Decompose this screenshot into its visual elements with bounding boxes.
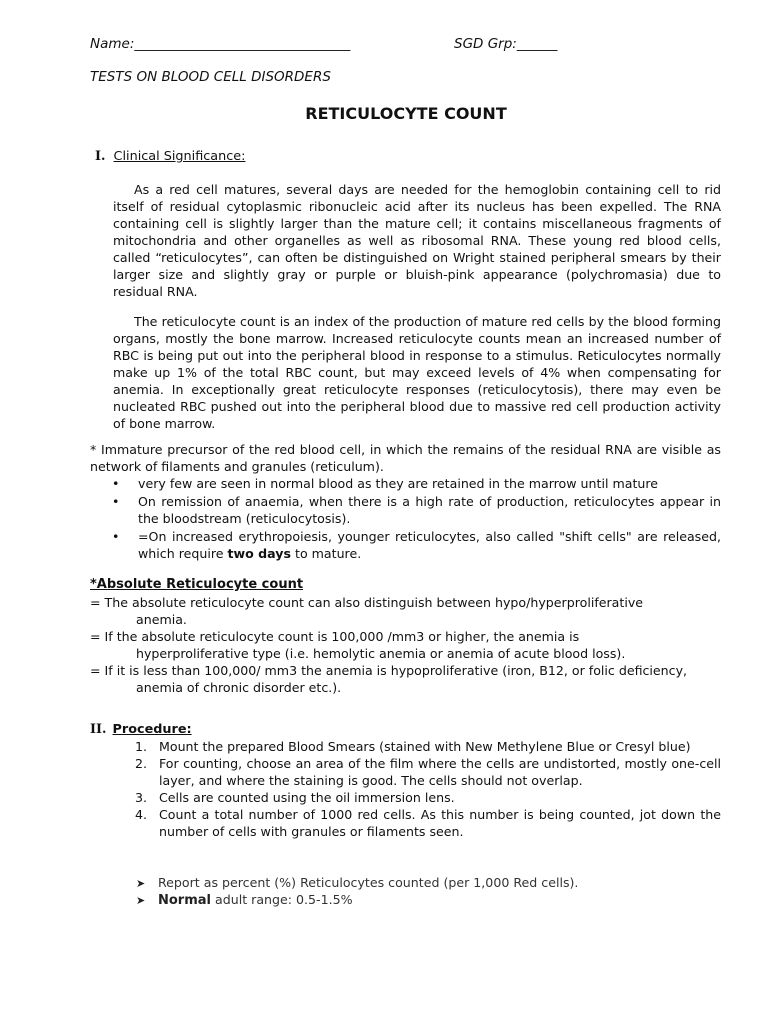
section-2-number: II. bbox=[90, 722, 107, 737]
section-2-title: Procedure: bbox=[112, 722, 192, 737]
absolute-count-list bbox=[90, 594, 690, 696]
list-item: 3. Cells are counted using the oil immersion lens. bbox=[135, 790, 455, 805]
procedure-list bbox=[135, 738, 721, 840]
bullet-list bbox=[112, 475, 721, 563]
paragraph-1: As a red cell matures, several days are needed for the hemoglobin containing cell to rid itself of residual cytoplasmic ribonucleic acid after its nucleus has been expelled. The RNA containing cell is slightly larger than the mature cell; it contains miscellaneous fragments of mitochondria and other organelles as well as ribosomal RNA. These young red blood cells, called “reticulocytes”, can often be distinguished on Wright stained peripheral smears by their larger size and slightly gray or purple or bluish-pink appearance (polychromasia) due to residual RNA. bbox=[113, 182, 721, 299]
bullet-icon: • bbox=[112, 493, 120, 509]
arrow-bullet-icon: ➤ bbox=[136, 894, 146, 907]
list-item: 1. Mount the prepared Blood Smears (stained with New Methylene Blue or Cresyl blue) bbox=[135, 739, 691, 754]
list-item: = The absolute reticulocyte count can also distinguish between hypo/hyperproliferative anemia. bbox=[90, 595, 644, 627]
list-item: • very few are seen in normal blood as they are retained in the marrow until mature bbox=[112, 476, 659, 491]
list-item: • =On increased erythropoiesis, younger reticulocytes, also called "shift cells" are released, which require two days to mature. bbox=[112, 528, 721, 561]
paragraph-2: The reticulocyte count is an index of the production of mature red cells by the blood forming organs, mostly the bone marrow. Increased reticulocyte counts mean an increased number of RBC is being put out into the peripheral blood in response to a stimulus. Reticulocytes normally make up 1% of the total RBC count, but may exceed levels of 4% when compensating for anemia. In exceptionally great reticulocyte responses (reticulocytosis), there may even be nucleated RBC pushed out into the peripheral blood due to massive red cell production activity of bone marrow. bbox=[113, 314, 721, 431]
arrow-bullet-icon: ➤ bbox=[136, 877, 146, 890]
section-1-title: Clinical Significance: bbox=[113, 149, 246, 164]
list-item: 2. For counting, choose an area of the film where the cells are undistorted, mostly one-cell layer, and where the staining is good. The cells should not overlap. bbox=[135, 756, 721, 788]
page-title: RETICULOCYTE COUNT bbox=[305, 104, 507, 123]
immature-note: * Immature precursor of the red blood cell, in which the remains of the residual RNA are visible as network of filaments and granules (reticulum). bbox=[90, 442, 721, 474]
list-item: • On remission of anaemia, when there is a high rate of production, reticulocytes appear in the bloodstream (reticulocytosis). bbox=[112, 493, 721, 526]
list-item: 4. Count a total number of 1000 red cells. As this number is being counted, jot down the number of cells with granules or filaments seen. bbox=[135, 807, 721, 839]
absolute-count-heading: *Absolute Reticulocyte count bbox=[90, 577, 304, 592]
list-item: = If the absolute reticulocyte count is 100,000 /mm3 or higher, the anemia is hyperproliferative type (i.e. hemolytic anemia or anemia of acute blood loss). bbox=[90, 629, 626, 661]
section-1-heading bbox=[95, 149, 245, 164]
bullet-icon: • bbox=[112, 476, 120, 491]
name-field-label: Name:________________________________ bbox=[90, 36, 351, 52]
document-subtitle: TESTS ON BLOOD CELL DISORDERS bbox=[90, 69, 331, 85]
report-line: ➤ Report as percent (%) Reticulocytes counted (per 1,000 Red cells). bbox=[136, 874, 578, 893]
sgd-group-label: SGD Grp:______ bbox=[454, 36, 558, 52]
bullet-icon: • bbox=[112, 528, 120, 544]
list-item: = If it is less than 100,000/ mm3 the anemia is hypoproliferative (iron, B12, or folic deficiency, anemia of chronic disorder etc.). bbox=[90, 663, 688, 695]
section-2-heading bbox=[90, 722, 192, 737]
normal-range-line: ➤ Normal adult range: 0.5-1.5% bbox=[136, 892, 353, 908]
section-1-number: I. bbox=[95, 149, 106, 164]
two-days-emphasis: two days bbox=[227, 546, 291, 561]
